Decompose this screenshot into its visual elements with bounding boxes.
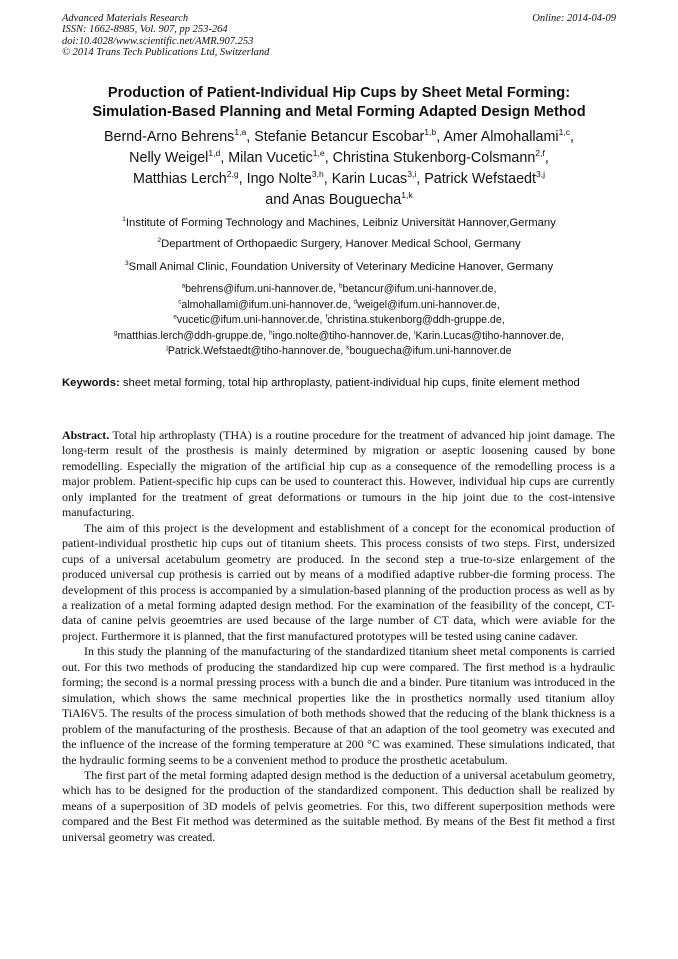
affiliation-text: Small Animal Clinic, Foundation University of Veterinary Medicine Hanover, Germany bbox=[128, 261, 554, 273]
email-address[interactable]: vucetic@ifum.uni-hannover.de, bbox=[176, 314, 323, 326]
author-affil-mark: 3,i bbox=[407, 169, 417, 180]
journal-copyright: © 2014 Trans Tech Publications Ltd, Switzerland bbox=[62, 46, 270, 58]
author-list bbox=[40, 127, 638, 211]
keywords bbox=[62, 376, 615, 392]
author-name: Karin Lucas bbox=[331, 171, 408, 187]
email-line bbox=[40, 329, 638, 345]
email-address[interactable]: almohallami@ifum.uni-hannover.de, bbox=[181, 298, 351, 311]
affiliation-3 bbox=[40, 261, 638, 273]
author-line: Nelly Weigel$^{1,d}$, Milan Vucetic$^{1,e}$, Christina Stukenborg-Colsmann$^{2,f}$, bbox=[129, 148, 549, 166]
author-affil-mark: 1,d bbox=[208, 148, 221, 159]
email-address[interactable]: behrens@ifum.uni-hannover.de, bbox=[185, 283, 337, 295]
email-key: d bbox=[353, 297, 358, 305]
author-name: Patrick Wefstaedt bbox=[424, 171, 536, 187]
email-key: h bbox=[268, 328, 273, 336]
email-key: j bbox=[166, 344, 168, 352]
affiliation-number: 1 bbox=[122, 216, 126, 224]
affiliation-1 bbox=[40, 217, 638, 229]
email-address[interactable]: Karin.Lucas@tiho-hannover.de, bbox=[415, 329, 565, 342]
author-affil-mark: 3,h bbox=[311, 169, 324, 180]
paper-title bbox=[40, 84, 638, 122]
email-line bbox=[40, 298, 638, 314]
email-line bbox=[40, 282, 638, 298]
email-line bbox=[40, 313, 638, 329]
journal-issn: ISSN: 1662-8985, Vol. 907, pp 253-264 bbox=[62, 24, 228, 36]
author-affil-mark: 1,k bbox=[401, 190, 413, 201]
author-affil-mark: 1,a bbox=[234, 127, 247, 138]
author-affil-mark: 2,f bbox=[535, 148, 545, 159]
author-affil-mark: 3,j bbox=[535, 169, 546, 180]
email-address[interactable]: matthias.lerch@ddh-gruppe.de, bbox=[117, 329, 267, 342]
author-affil-mark: 1,b bbox=[424, 127, 437, 138]
journal-name: Advanced Materials Research bbox=[62, 13, 189, 24]
author-name: Matthias Lerch bbox=[132, 171, 227, 187]
affiliation-number: 3 bbox=[124, 260, 129, 268]
author-name: Anas Bouguecha bbox=[292, 192, 402, 208]
abstract-paragraph-1 bbox=[62, 428, 615, 521]
email-key: i bbox=[414, 328, 416, 336]
email-address[interactable]: ingo.nolte@tiho-hannover.de, bbox=[272, 329, 412, 342]
online-date: Online: 2014-04-09 bbox=[532, 13, 616, 24]
email-key: e bbox=[173, 313, 177, 321]
email-address[interactable]: weigel@ifum.uni-hannover.de, bbox=[357, 298, 500, 311]
journal-doi: doi:10.4028/www.scientific.net/AMR.907.253 bbox=[62, 35, 254, 47]
email-key: g bbox=[113, 328, 118, 336]
author-name: Nelly Weigel bbox=[129, 150, 209, 166]
email-address[interactable]: Patrick.Wefstaedt@tiho-hannover.de, bbox=[167, 345, 344, 357]
abstract-paragraph-3: In this study the planning of the manufacturing of the standardized titanium sheet metal components is carried out. For this two methods of producing the standardized hip cup were compared. The first method is a hydraulic forming; the second is a normal pressing process with a bunch die and a binder. Pure titanium was introduced in the simulation, which shows the same mechnical properties like the in prosthetics normally used titanium alloy TiAl6V5. The results of the process simulation of both methods showed that the reducing of the blank thickness is a problem of the manufacturing of the prosthesis. Because of that an adaption of the tool geometry was executed and the influence of the increase of the forming temperature at 200 °C was examined. These simulations indicated, that the hydraulic forming seems to be a convenient method to produce the prosthetic acetabulum. bbox=[62, 644, 615, 767]
abstract-paragraph-2: The aim of this project is the development and establishment of a concept for the economical production of patient-individual prosthetic hip cups out of titanium sheets. This process consists of two steps. First, undersized cups of a universal acetabulum geometry are produced. In the second step a true-to-size enlargement of the produced universal cup prothesis is carried out by means of a modified adaptive rubber-die forming process. The development of this process is accompanied by a simulation-based planning of the production process as well as by a realization of a metal forming adapted design method. For the examination of the feasibility of the concept, CT-data of canine pelvis geoemtries are used because of the large number of CT data, which were aviable for the project. Furthermore it is planned, that the first manufactured prototypes will be tested using canine cadaver. bbox=[62, 520, 615, 643]
author-conjunction: and bbox=[265, 192, 290, 208]
title-line-2: Simulation-Based Planning and Metal Forming Adapted Design Method bbox=[92, 104, 586, 120]
author-affil-mark: 1,c bbox=[558, 127, 571, 138]
author-name: Christina Stukenborg-Colsmann bbox=[332, 150, 536, 166]
email-list bbox=[40, 282, 638, 360]
email-address[interactable]: christina.stukenborg@ddh-gruppe.de, bbox=[327, 314, 505, 326]
author-line bbox=[40, 190, 638, 211]
author-affil-mark: 2,g bbox=[226, 169, 239, 180]
author-name: Amer Almohallami bbox=[443, 129, 559, 145]
author-line: Bernd-Arno Behrens$^{1,a}$, Stefanie Betancur Escobar$^{1,b}$, Amer Almohallami$^{1,c}$, bbox=[103, 127, 575, 145]
affiliation-text: Institute of Forming Technology and Machines, Leibniz Universität Hannover,Germany bbox=[125, 217, 556, 229]
affiliation-2 bbox=[40, 238, 638, 250]
abstract-label: Abstract. bbox=[62, 428, 110, 442]
email-address[interactable]: bouguecha@ifum.uni-hannover.de bbox=[349, 345, 512, 357]
affiliation-text: Department of Orthopaedic Surgery, Hanover Medical School, Germany bbox=[161, 238, 521, 250]
title-line-1: Production of Patient-Individual Hip Cups by Sheet Metal Forming: bbox=[107, 85, 571, 101]
abstract-paragraph-4: The first part of the metal forming adapted design method is the deduction of a universal acetabulum geometry, which has to be designed for the production of the standardized component. This deduction shall be realized by means of a superposition of 3D models of pelvis geometries. For this, two different superposition methods were compared and the Best Fit method was determined as the suitable method. By means of the Best fit method a first universal geometry was created. bbox=[62, 767, 615, 844]
author-line: Matthias Lerch$^{2,g}$, Ingo Nolte$^{3,h}$, Karin Lucas$^{3,i}$, Patrick Wefstaedt$^{3,j}$ bbox=[132, 169, 546, 187]
email-key: f bbox=[325, 313, 328, 321]
keywords-text: sheet metal forming, total hip arthroplasty, patient-individual hip cups, finite element method bbox=[122, 377, 580, 389]
author-name: Stefanie Betancur Escobar bbox=[254, 129, 425, 145]
email-line bbox=[40, 344, 638, 360]
email-address[interactable]: betancur@ifum.uni-hannover.de, bbox=[342, 283, 497, 295]
paragraph-text: Total hip arthroplasty (THA) is a routine procedure for the treatment of advanced hip joint damage. The long-term result of the prosthesis is mainly determined by migration or aseptic loosening caused by bone remodelling. Especially the migration of the artificial hip cup as a consequence of the remodelling process is a major problem. Patient-specific hip cups can be used to counteract this. However, individual hip cups are currently only implanted for the treatment of great deformations or tumours in the hip joint due to the cost-intensive manufacturing. bbox=[62, 428, 615, 520]
author-affil-mark: 1,e bbox=[312, 148, 325, 159]
author-name: Ingo Nolte bbox=[246, 171, 312, 187]
journal-header bbox=[62, 13, 616, 58]
author-name: Milan Vucetic bbox=[228, 150, 313, 166]
author-name: Bernd-Arno Behrens bbox=[103, 129, 235, 145]
email-key: b bbox=[339, 282, 343, 290]
email-key: a bbox=[181, 282, 186, 290]
email-key: c bbox=[178, 297, 182, 305]
keywords-label: Keywords: bbox=[62, 377, 120, 389]
email-key: k bbox=[346, 344, 350, 352]
affiliation-number: 2 bbox=[157, 237, 162, 245]
abstract-section bbox=[62, 428, 615, 845]
